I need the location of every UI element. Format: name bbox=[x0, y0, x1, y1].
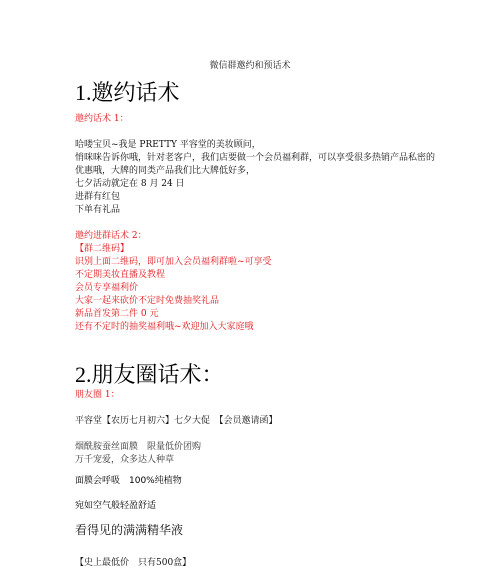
section2-heading: 2.朋友圈话术： bbox=[75, 362, 224, 387]
sans-line: 宛如空气般轻盈舒适 bbox=[75, 501, 157, 511]
paragraph-line: 悄咪咪告诉你哦，针对老客户，我们店要做一个会员福利群，可以享受很多热销产品私密的 bbox=[75, 153, 436, 163]
section2-sub1-label: 朋友圈 1： bbox=[75, 390, 120, 400]
paragraph-line: 【史上最低价 只有500盒】 bbox=[75, 558, 192, 568]
red-list-line: 不定期美妆直播及教程 bbox=[75, 270, 166, 280]
promo-line: 平容堂【农历七月初六】七夕大促 【会员邀请函】 bbox=[75, 416, 278, 426]
paragraph-line: 万千宠爱，众多达人种草 bbox=[75, 455, 175, 465]
red-list-line: 识别上面二维码，即可加入会员福利群啦~可享受 bbox=[75, 257, 272, 267]
red-list-line: 会员专享福利价 bbox=[75, 283, 139, 293]
red-list-line: 大家一起来砍价不定时免费抽奖礼品 bbox=[75, 296, 220, 306]
red-list-line: 还有不定时的抽奖福利哦~欢迎加入大家庭哦 bbox=[75, 322, 254, 332]
section1-heading: 1.邀约话术 bbox=[75, 80, 180, 105]
section1-sub2-label: 邀约进群话术 2： bbox=[75, 231, 147, 241]
paragraph-line: 下单有礼品 bbox=[75, 205, 121, 215]
large-line: 看得见的满满精华液 bbox=[75, 523, 184, 537]
paragraph-line: 优惠哦，大牌的同类产品我们比大牌低好多， bbox=[75, 166, 256, 176]
paragraph-line: 七夕活动就定在 8 月 24 日 bbox=[75, 179, 185, 189]
paragraph-line: 哈喽宝贝~我是 PRETTY 平容堂的美妆顾问， bbox=[75, 140, 261, 150]
sans-line: 面膜会呼吸 100%纯植物 bbox=[75, 476, 182, 486]
paragraph-line: 进群有红包 bbox=[75, 192, 121, 202]
red-list-line: 【群二维码】 bbox=[75, 244, 130, 254]
paragraph-line: 烟酰胺蚕丝面膜 限量低价团购 bbox=[75, 442, 202, 452]
red-list-line: 新品首发第二件 0 元 bbox=[75, 309, 159, 319]
document-title: 微信群邀约和预话术 bbox=[209, 61, 291, 71]
section1-sub1-label: 邀约话术 1： bbox=[75, 114, 129, 124]
